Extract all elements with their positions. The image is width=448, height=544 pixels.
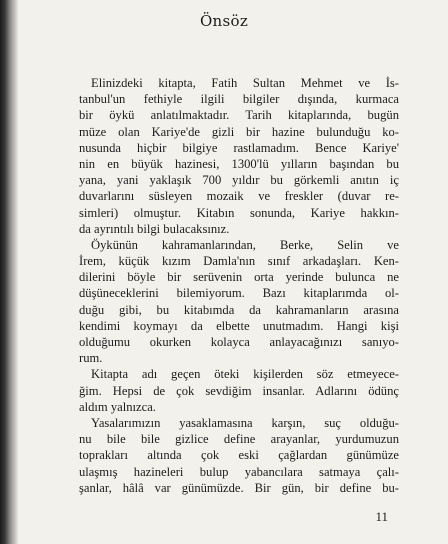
text-line: bir öykü anlatılmaktadır. Tarih kitaplarında, bugün [79, 108, 399, 123]
text-line: olduğumu okurken kolayca anlayacağınızı sanıyo- [79, 335, 399, 349]
text-line: dilerini böyle bir serüvenin orta yerinde bulunca ne [79, 270, 399, 285]
text-line: yana, yani yaklaşık 700 yıldır bu görkemli anıtın iç [79, 173, 399, 188]
text-line: Öykünün kahramanlarından, Berke, Selin ve [91, 237, 399, 252]
text-line: rum. [79, 351, 103, 366]
body-text [79, 75, 399, 496]
text-line: aldım yalnızca. [79, 399, 156, 414]
text-line: da ayrıntılı bilgi bulacaksınız. [79, 221, 230, 236]
text-line: toprakları altında çok eski çağlardan günümüze [79, 448, 399, 463]
text-line: simleri) olmuştur. Kitabın sonunda, Kariye hakkın- [79, 205, 399, 220]
text-line: ğim. Hepsi de çok sevdiğim insanlar. Adlarını ödünç [79, 383, 399, 398]
text-line: duğu gibi, bu kitabımda da kahramanların arasına [79, 302, 399, 317]
page-title: Önsöz [199, 12, 249, 30]
text-line: İrem, küçük kızım Damla'nın sınıf arkadaşları. Ken- [79, 254, 399, 269]
text-line: düşüneceklerini bilemiyorum. Bazı kitaplarımda ol- [79, 286, 399, 301]
text-line: kendimi koymayı da elbette unutmadım. Hangi kişi [79, 318, 399, 333]
page-number: 11 [375, 509, 388, 524]
text-line: nu bile bile gizlice define arayanlar, yurdumuzun [79, 432, 399, 447]
text-line: şanlar, hâlâ var günümüzde. Bir gün, bir define bu- [79, 480, 399, 495]
text-line: Yasalarımızın yasaklamasına karşın, suç olduğu- [91, 415, 399, 430]
text-line: duvarlarını süsleyen mozaik ve freskler (duvar re- [79, 189, 399, 204]
text-line: ulaşmış hazineleri bulup yabancılara satmaya çalı- [79, 464, 399, 479]
text-line: müze olan Kariye'de gizli bir hazine bulunduğu ko- [79, 124, 399, 139]
text-line: tanbul'un fethiyle ilgili bilgiler dışında, kurmaca [79, 92, 399, 107]
text-line: Kitapta adı geçen öteki kişilerden söz etmeyece- [91, 367, 399, 382]
text-line: nin en büyük hazinesi, 1300'lü yılların başından bu [79, 156, 399, 171]
text-line: nusunda hiçbir bilgiye rastlamadım. Bence Kariye' [79, 140, 399, 155]
text-line: Elinizdeki kitapta, Fatih Sultan Mehmet ve İs- [91, 76, 399, 90]
